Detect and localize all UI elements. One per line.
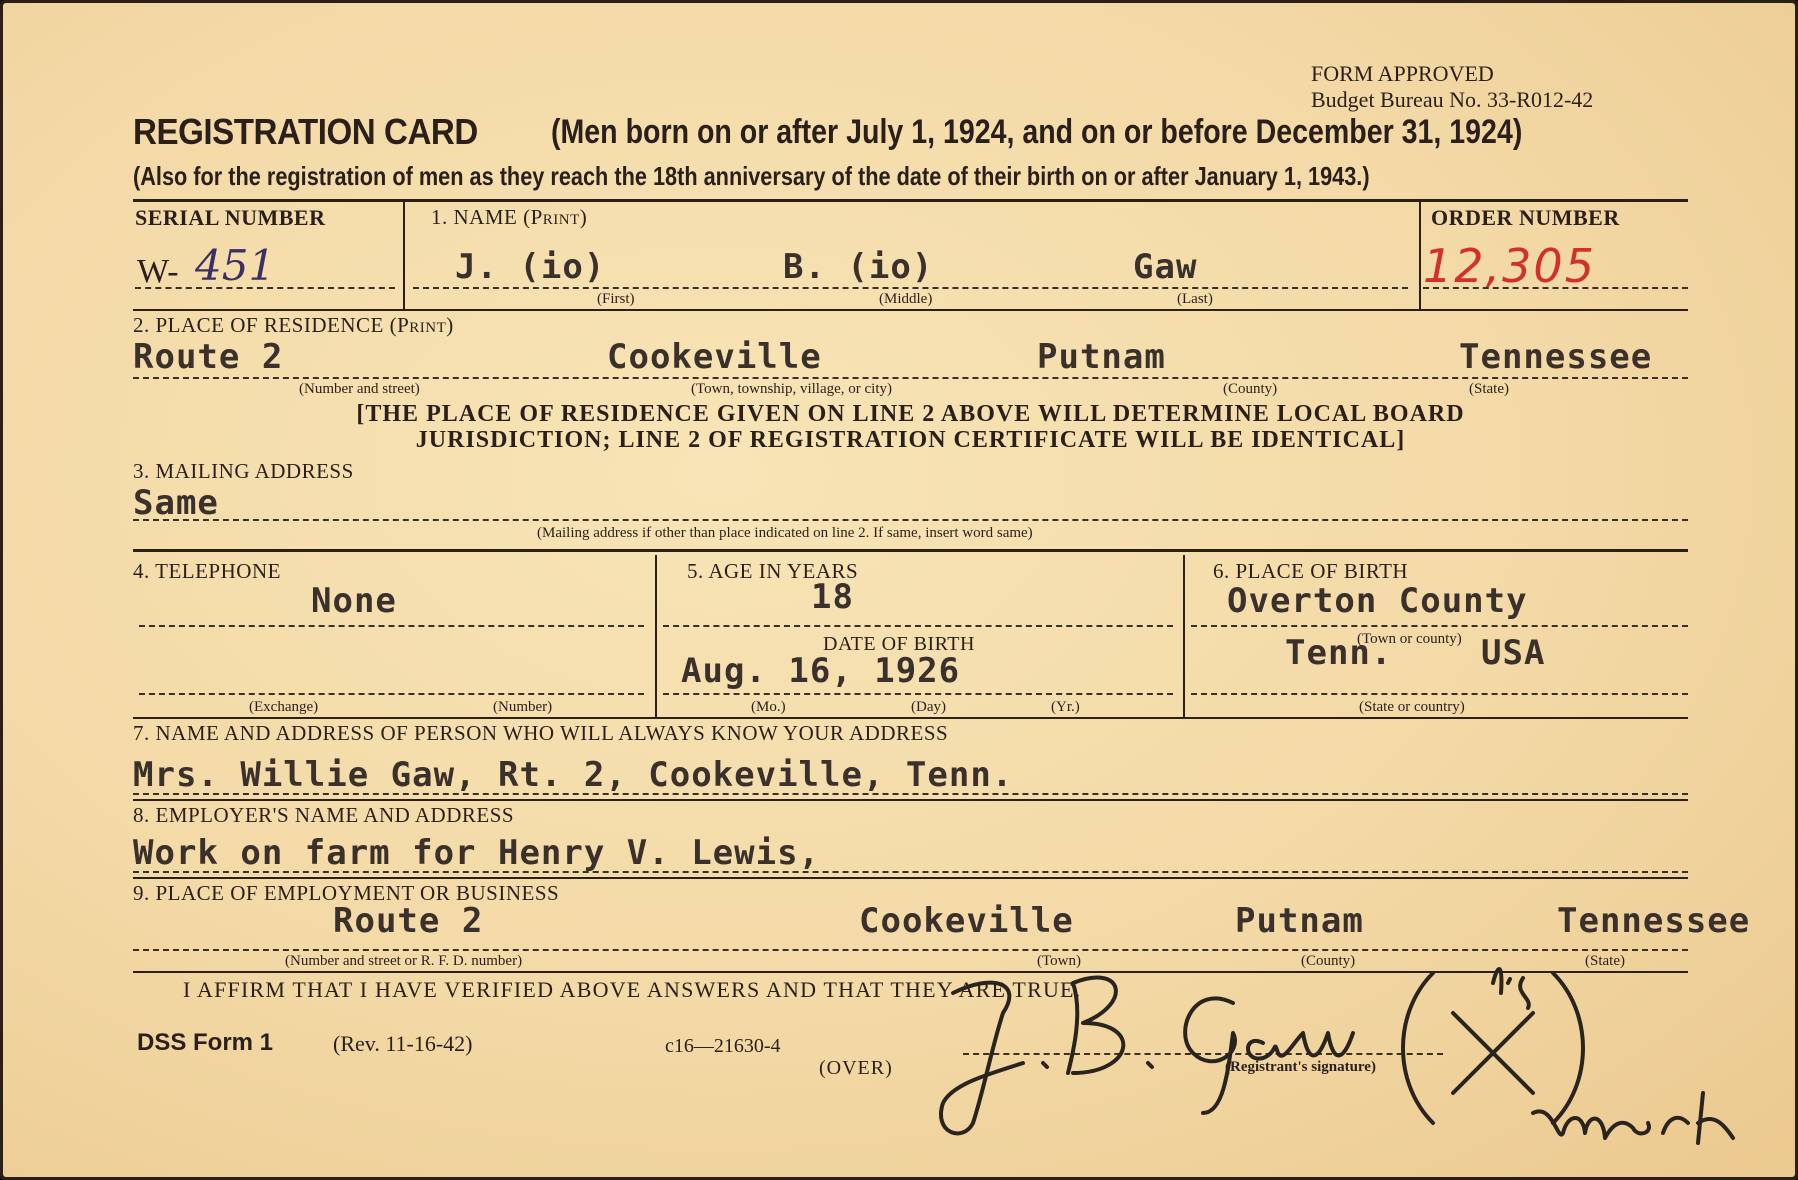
birthplace-line bbox=[1191, 625, 1688, 627]
dob-value: Aug. 16, 1926 bbox=[681, 651, 961, 691]
top-rule bbox=[133, 199, 1688, 202]
birthplace-state-caption: (State or country) bbox=[1359, 699, 1465, 715]
order-label: ORDER NUMBER bbox=[1431, 205, 1620, 230]
mailing-value: Same bbox=[133, 483, 219, 523]
name-line bbox=[413, 287, 1408, 289]
age-line bbox=[663, 625, 1173, 627]
mailing-line bbox=[133, 519, 1688, 521]
employer-value: Work on farm for Henry V. Lewis, bbox=[133, 833, 821, 873]
mailing-caption: (Mailing address if other than place indicated on line 2. If same, insert word same) bbox=[537, 525, 1033, 541]
name-middle-value: B. (io) bbox=[783, 247, 934, 287]
name-first-caption: (First) bbox=[597, 291, 635, 307]
form-number: DSS Form 1 bbox=[137, 1029, 274, 1056]
birthplace-country-value: USA bbox=[1481, 633, 1546, 673]
serial-line bbox=[135, 287, 395, 289]
employment-town-value: Cookeville bbox=[859, 901, 1074, 941]
employment-state-value: Tennessee bbox=[1557, 901, 1751, 941]
notice-line-1: [THE PLACE OF RESIDENCE GIVEN ON LINE 2 ABOVE WILL DETERMINE LOCAL BOARD bbox=[356, 401, 1465, 427]
telephone-label: 4. TELEPHONE bbox=[133, 559, 281, 583]
dob-line bbox=[663, 693, 1173, 695]
dob-day-caption: (Day) bbox=[911, 699, 946, 715]
card-title: REGISTRATION CARD bbox=[133, 111, 478, 152]
residence-street-caption: (Number and street) bbox=[299, 381, 420, 397]
form-approved: FORM APPROVED bbox=[1311, 61, 1494, 86]
age-birth-divider bbox=[1183, 555, 1185, 717]
residence-label: 2. PLACE OF RESIDENCE (Print) bbox=[133, 313, 454, 337]
employment-town-caption: (Town) bbox=[1037, 953, 1081, 969]
row-4-bottom-rule bbox=[133, 717, 1688, 719]
serial-number-value: 451 bbox=[195, 241, 276, 290]
employer-bottom-rule bbox=[133, 877, 1688, 879]
telephone-value: None bbox=[311, 581, 397, 621]
order-number-value: 12,305 bbox=[1423, 239, 1596, 293]
serial-prefix: W- bbox=[137, 253, 179, 290]
name-middle-caption: (Middle) bbox=[879, 291, 933, 307]
registrant-signature bbox=[933, 953, 1753, 1153]
employment-label: 9. PLACE OF EMPLOYMENT OR BUSINESS bbox=[133, 881, 560, 905]
serial-divider bbox=[403, 201, 405, 309]
mailing-bottom-rule bbox=[133, 549, 1688, 552]
name-last-value: Gaw bbox=[1133, 247, 1198, 287]
employment-county-caption: (County) bbox=[1301, 953, 1356, 969]
contact-value: Mrs. Willie Gaw, Rt. 2, Cookeville, Tenn. bbox=[133, 755, 1014, 795]
birthplace-town-caption: (Town or county) bbox=[1357, 631, 1462, 647]
telephone-line-1 bbox=[139, 625, 644, 627]
employer-line bbox=[133, 871, 1688, 873]
budget-bureau-number: Budget Bureau No. 33-R012-42 bbox=[1311, 87, 1594, 112]
birthplace-line-2 bbox=[1191, 693, 1688, 695]
order-line bbox=[1423, 287, 1688, 289]
order-divider bbox=[1419, 201, 1421, 309]
name-last-caption: (Last) bbox=[1177, 291, 1213, 307]
dob-label: DATE OF BIRTH bbox=[823, 633, 975, 655]
telephone-line-2 bbox=[139, 693, 644, 695]
subtitle: (Also for the registration of men as they reach the 18th anniversary of the date of their birth on or after January 1, 1943.) bbox=[133, 161, 1370, 191]
residence-town-value: Cookeville bbox=[607, 337, 822, 377]
employment-line bbox=[133, 949, 1688, 951]
employment-street-caption: (Number and street or R. F. D. number) bbox=[285, 953, 523, 969]
dob-month-caption: (Mo.) bbox=[751, 699, 786, 715]
employment-county-value: Putnam bbox=[1235, 901, 1364, 941]
telephone-exchange-caption: (Exchange) bbox=[249, 699, 319, 715]
age-value: 18 bbox=[811, 577, 854, 617]
residence-street-value: Route 2 bbox=[133, 337, 284, 377]
tel-age-divider bbox=[655, 555, 657, 717]
residence-town-caption: (Town, township, village, or city) bbox=[691, 381, 892, 397]
residence-county-value: Putnam bbox=[1037, 337, 1166, 377]
notice-line-2: JURISDICTION; LINE 2 OF REGISTRATION CERTIFICATE WILL BE IDENTICAL] bbox=[415, 427, 1406, 453]
residence-state-caption: (State) bbox=[1469, 381, 1509, 397]
contact-line bbox=[133, 793, 1688, 795]
employment-street-value: Route 2 bbox=[333, 901, 484, 941]
serial-label: SERIAL NUMBER bbox=[135, 205, 326, 230]
dob-year-caption: (Yr.) bbox=[1051, 699, 1080, 715]
birthplace-town-value: Overton County bbox=[1227, 581, 1528, 621]
telephone-number-caption: (Number) bbox=[493, 699, 553, 715]
birthplace-state-value: Tenn. bbox=[1285, 633, 1393, 673]
residence-county-caption: (County) bbox=[1223, 381, 1278, 397]
employer-label: 8. EMPLOYER'S NAME AND ADDRESS bbox=[133, 803, 515, 827]
contact-bottom-rule bbox=[133, 799, 1688, 801]
form-revision: (Rev. 11-16-42) bbox=[333, 1031, 473, 1056]
age-label: 5. AGE IN YEARS bbox=[687, 559, 859, 583]
print-code: c16—21630-4 bbox=[665, 1035, 781, 1057]
residence-line bbox=[133, 377, 1688, 379]
signature-caption: (Registrant's signature) bbox=[1225, 1059, 1376, 1075]
employment-state-caption: (State) bbox=[1585, 953, 1625, 969]
mailing-label: 3. MAILING ADDRESS bbox=[133, 459, 354, 483]
name-label: 1. NAME (Print) bbox=[431, 205, 588, 229]
residence-state-value: Tennessee bbox=[1459, 337, 1653, 377]
over-note: (OVER) bbox=[819, 1057, 893, 1079]
row1-bottom-rule bbox=[133, 309, 1688, 311]
name-first-value: J. (io) bbox=[455, 247, 606, 287]
contact-label: 7. NAME AND ADDRESS OF PERSON WHO WILL ALWAYS KNOW YOUR ADDRESS bbox=[133, 721, 949, 745]
birthplace-label: 6. PLACE OF BIRTH bbox=[1213, 559, 1409, 583]
title-subtitle: (Men born on or after July 1, 1924, and on or before December 31, 1924) bbox=[551, 113, 1523, 151]
affirmation: I AFFIRM THAT I HAVE VERIFIED ABOVE ANSWERS AND THAT THEY ARE TRUE. bbox=[183, 977, 1082, 1002]
